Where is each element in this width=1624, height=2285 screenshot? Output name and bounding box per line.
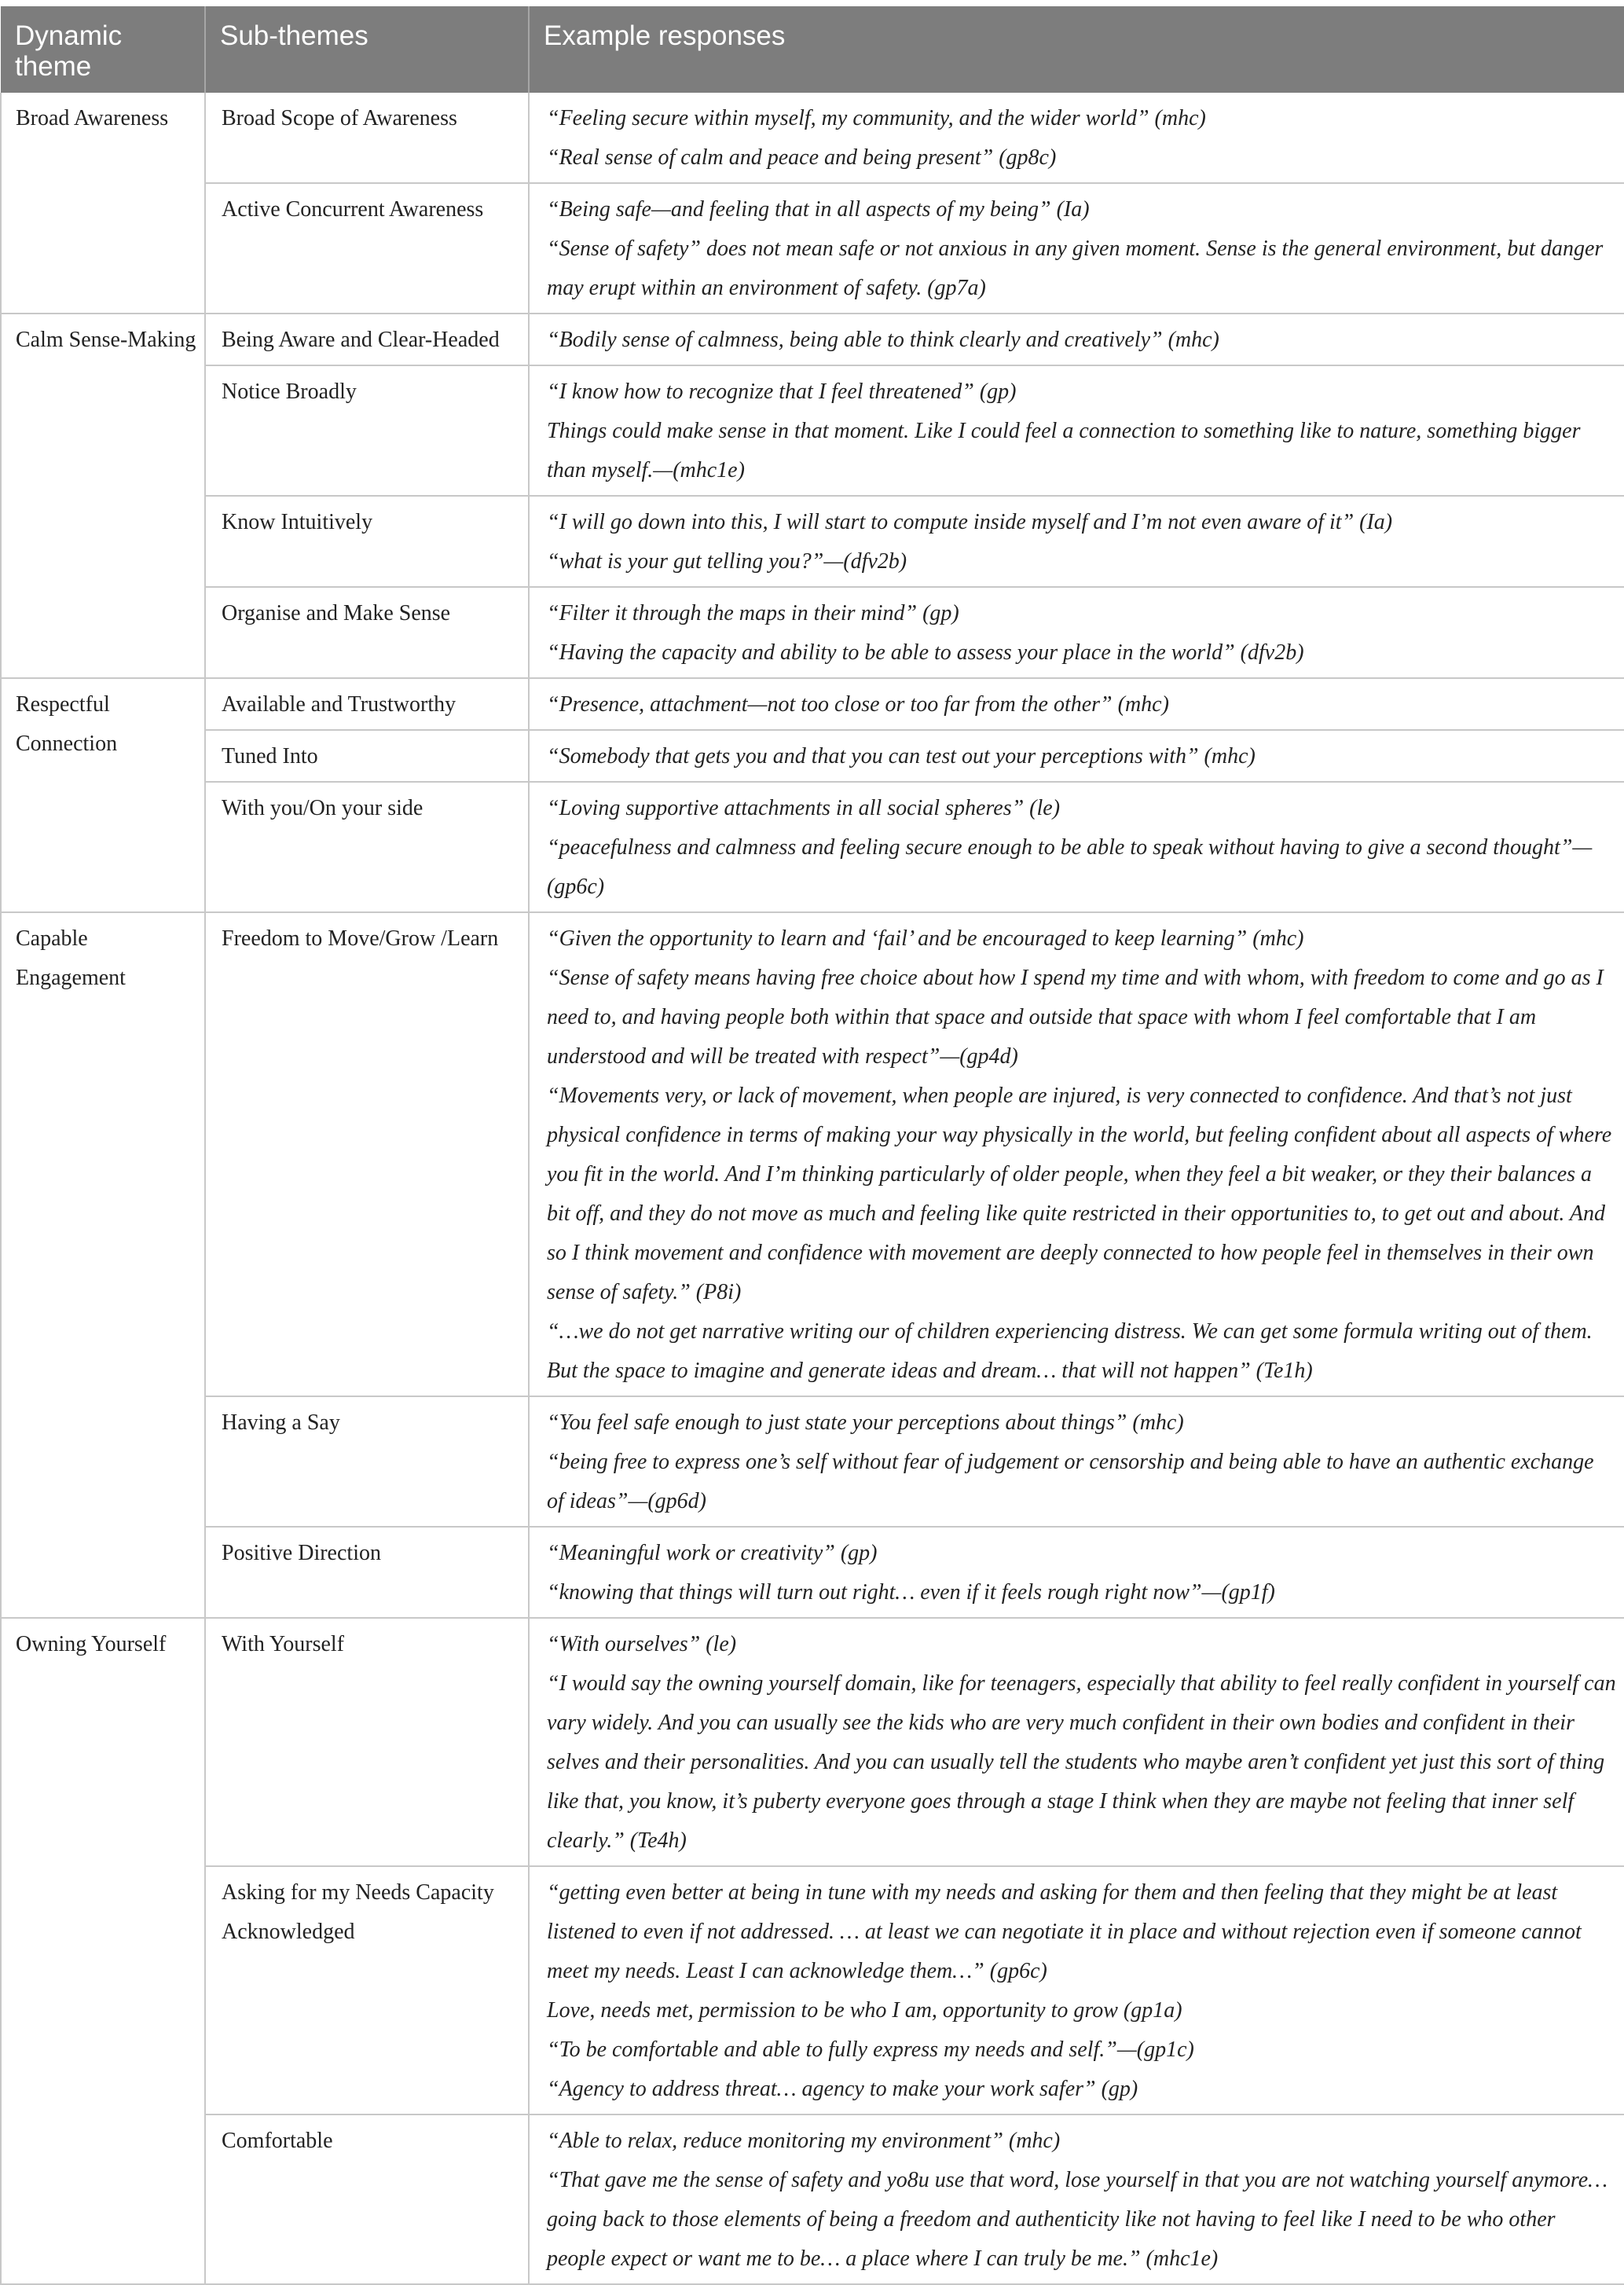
table-row — [1, 1866, 1624, 2114]
response-quote: “Feeling secure within myself, my community, and the wider world” (mhc) — [547, 106, 1206, 130]
example-responses-cell — [529, 730, 1624, 782]
subtheme-cell: Notice Broadly — [205, 365, 529, 496]
response-quote: Things could make sense in that moment. Like I could feel a connection to something like to nature, something bigger than myself.—(mhc1e) — [547, 419, 1581, 482]
response-quote: “Having the capacity and ability to be able to assess your place in the world” (dfv2b) — [547, 640, 1304, 665]
subtheme-cell: Asking for my Needs Capacity Acknowledged — [205, 1866, 529, 2114]
example-responses-cell — [529, 782, 1624, 912]
table-row — [1, 2114, 1624, 2284]
response-quote: “With ourselves” (le) — [547, 1632, 737, 1656]
response-quote: “being free to express one’s self without fear of judgement or censorship and being able to have an authentic exchange of ideas”—(gp6d) — [547, 1450, 1594, 1513]
response-quote: “Somebody that gets you and that you can test out your perceptions with” (mhc) — [547, 744, 1256, 768]
themes-table — [0, 6, 1624, 2285]
example-responses-cell — [529, 678, 1624, 730]
table-body — [1, 93, 1624, 2284]
table-row — [1, 678, 1624, 730]
dynamic-theme-cell: Broad Awareness — [1, 93, 205, 314]
response-quote: “I know how to recognize that I feel threatened” (gp) — [547, 380, 1017, 404]
response-quote: “I will go down into this, I will start to compute inside myself and I’m not even aware of it” (Ia) — [547, 510, 1393, 534]
table-header — [1, 6, 1624, 93]
subtheme-cell: Comfortable — [205, 2114, 529, 2284]
subtheme-cell: With Yourself — [205, 1618, 529, 1866]
example-responses-cell — [529, 1396, 1624, 1527]
table-row — [1, 587, 1624, 678]
table-row — [1, 782, 1624, 912]
dynamic-theme-cell: Respectful Connection — [1, 678, 205, 912]
response-quote: “Presence, attachment—not too close or too far from the other” (mhc) — [547, 692, 1169, 717]
table-row — [1, 1396, 1624, 1527]
example-responses-cell — [529, 2114, 1624, 2284]
response-quote: Love, needs met, permission to be who I am, opportunity to grow (gp1a) — [547, 1998, 1182, 2023]
table-row — [1, 496, 1624, 587]
header-sub-themes: Sub-themes — [205, 6, 529, 93]
response-quote: “knowing that things will turn out right… even if it feels rough right now”—(gp1f) — [547, 1580, 1275, 1605]
response-quote: “Agency to address threat… agency to make your work safer” (gp) — [547, 2077, 1138, 2101]
response-quote: “what is your gut telling you?”—(dfv2b) — [547, 549, 907, 574]
subtheme-cell: Being Aware and Clear-Headed — [205, 314, 529, 365]
dynamic-theme-cell: Owning Yourself — [1, 1618, 205, 2284]
response-quote: “Movements very, or lack of movement, when people are injured, is very connected to confidence. And that’s not just physical confidence in terms of making your way physically in the world, but feeling confident about all aspects of where you fit in the world. And I’m thinking particularly of older people, when they feel a bit weaker, or they their balances a bit off, and they do not move as much and feeling like quite restricted in their opportunities to, to get out and about. And so I think movement and confidence with movement are deeply connected to how people feel in themselves in their own sense of safety.” (P8i) — [547, 1084, 1612, 1304]
subtheme-cell: Having a Say — [205, 1396, 529, 1527]
response-quote: “Real sense of calm and peace and being present” (gp8c) — [547, 145, 1057, 170]
dynamic-theme-cell: Capable Engagement — [1, 912, 205, 1618]
dynamic-theme-cell: Calm Sense-Making — [1, 314, 205, 678]
example-responses-cell — [529, 93, 1624, 183]
header-example-responses: Example responses — [529, 6, 1624, 93]
response-quote: “Bodily sense of calmness, being able to think clearly and creatively” (mhc) — [547, 328, 1219, 352]
response-quote: “Given the opportunity to learn and ‘fail’ and be encouraged to keep learning” (mhc) — [547, 926, 1304, 951]
subtheme-cell: Active Concurrent Awareness — [205, 183, 529, 314]
response-quote: “I would say the owning yourself domain, like for teenagers, especially that ability to feel really confident in yourself can vary widely. And you can usually see the kids who are very much confident in their own bodies and confident in their selves and their personalities. And you can usually tell the students who maybe aren’t confident yet just this sort of thing like that, you know, it’s puberty everyone goes through a stage I think when they are maybe not feeling that inner self clearly.” (Te4h) — [547, 1671, 1616, 1853]
example-responses-cell — [529, 496, 1624, 587]
example-responses-cell — [529, 314, 1624, 365]
response-quote: “getting even better at being in tune with my needs and asking for them and then feeling that they might be at least listened to even if not addressed. … at least we can negotiate it in place and without rejection even if someone cannot meet my needs. Least I can acknowledge them…” (gp6c) — [547, 1880, 1582, 1983]
subtheme-cell: Know Intuitively — [205, 496, 529, 587]
subtheme-cell: Positive Direction — [205, 1527, 529, 1618]
response-quote: “Sense of safety means having free choice about how I spend my time and with whom, with freedom to come and go as I need to, and having people both within that space and outside that space with whom I feel comfortable that I am understood and will be treated with respect”—(gp4d) — [547, 966, 1604, 1069]
subtheme-cell: Available and Trustworthy — [205, 678, 529, 730]
table-row — [1, 1527, 1624, 1618]
subtheme-cell: Broad Scope of Awareness — [205, 93, 529, 183]
subtheme-cell: Tuned Into — [205, 730, 529, 782]
response-quote: “…we do not get narrative writing our of children experiencing distress. We can get some formula writing out of them. But the space to imagine and generate ideas and dream… that will not happen” (Te1h) — [547, 1319, 1593, 1383]
subtheme-cell: Freedom to Move/Grow /Learn — [205, 912, 529, 1396]
table-row — [1, 1618, 1624, 1866]
subtheme-cell: Organise and Make Sense — [205, 587, 529, 678]
table-row — [1, 314, 1624, 365]
table-row — [1, 183, 1624, 314]
response-quote: “That gave me the sense of safety and yo8u use that word, lose yourself in that you are not watching yourself anymore… going back to those elements of being a freedom and authenticity like not having to feel like I need to be who other people expect or want me to be… a place where I can truly be me.” (mhc1e) — [547, 2168, 1608, 2271]
response-quote: “Sense of safety” does not mean safe or not anxious in any given moment. Sense is the general environment, but danger may erupt within an environment of safety. (gp7a) — [547, 237, 1604, 300]
response-quote: “peacefulness and calmness and feeling secure enough to be able to speak without having to give a second thought”—(gp6c) — [547, 835, 1593, 899]
response-quote: “To be comfortable and able to fully express my needs and self.”—(gp1c) — [547, 2037, 1194, 2062]
example-responses-cell — [529, 912, 1624, 1396]
response-quote: “Filter it through the maps in their mind” (gp) — [547, 601, 959, 625]
example-responses-cell — [529, 1527, 1624, 1618]
table-row — [1, 912, 1624, 1396]
response-quote: “Loving supportive attachments in all social spheres” (le) — [547, 796, 1061, 820]
response-quote: “Being safe—and feeling that in all aspects of my being” (Ia) — [547, 197, 1090, 222]
table-row — [1, 365, 1624, 496]
example-responses-cell — [529, 587, 1624, 678]
subtheme-cell: With you/On your side — [205, 782, 529, 912]
example-responses-cell — [529, 1618, 1624, 1866]
example-responses-cell — [529, 183, 1624, 314]
header-dynamic-theme: Dynamic theme — [1, 6, 205, 93]
header-row — [1, 6, 1624, 93]
response-quote: “You feel safe enough to just state your perceptions about things” (mhc) — [547, 1410, 1184, 1435]
table-row — [1, 730, 1624, 782]
response-quote: “Meaningful work or creativity” (gp) — [547, 1541, 878, 1565]
table-row — [1, 93, 1624, 183]
response-quote: “Able to relax, reduce monitoring my environment” (mhc) — [547, 2129, 1061, 2153]
example-responses-cell — [529, 365, 1624, 496]
example-responses-cell — [529, 1866, 1624, 2114]
